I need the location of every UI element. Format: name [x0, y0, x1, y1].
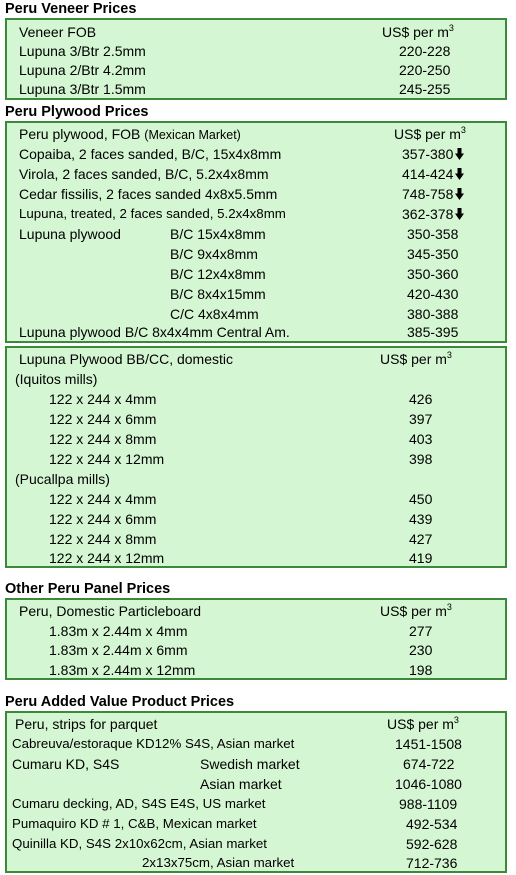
plywood-header-unit: US$ per $m^3$	[394, 125, 466, 142]
table-row	[7, 409, 505, 429]
row-value: 198	[409, 662, 433, 678]
row-value: 492-534	[406, 816, 458, 832]
row-value: 350-360	[407, 266, 459, 282]
row-sublabel: Asian market	[200, 776, 282, 792]
group-label-row	[7, 369, 505, 389]
veneer-price-table	[5, 18, 507, 100]
plywood-section-title: Peru Plywood Prices	[5, 104, 149, 120]
row-label: 122 x 244 x 8mm	[49, 531, 157, 547]
row-value: 748-758	[402, 184, 464, 204]
row-sublabel: Swedish market	[200, 756, 300, 772]
row-label: Copaiba, 2 faces sanded, B/C, 15x4x8mm	[19, 146, 282, 162]
table-row	[7, 509, 505, 529]
row-label: Lupuna plywood	[19, 226, 121, 242]
row-label: Lupuna 3/Btr 1.5mm	[19, 81, 146, 97]
table-row	[7, 164, 505, 184]
row-value: 403	[409, 431, 433, 447]
row-label: Cabreuva/estoraque KD12% S4S, Asian market	[12, 736, 295, 751]
row-grade: B/C 8x4x15mm	[170, 286, 266, 302]
row-value: 277	[409, 623, 433, 639]
plywood-header-label: Peru plywood, FOB (Mexican Market)	[19, 126, 241, 142]
plywood-price-table	[5, 121, 507, 343]
row-value: 426	[409, 391, 433, 407]
row-value: 220-228	[399, 43, 451, 59]
table-row	[7, 794, 505, 814]
table-row	[7, 144, 505, 164]
table-row	[7, 734, 505, 754]
panel-header-row	[7, 601, 505, 621]
row-label: Cumaru decking, AD, S4S E4S, US market	[12, 796, 266, 811]
veneer-header-row	[7, 22, 505, 42]
down-arrow-icon	[455, 148, 464, 160]
row-value: 420-430	[407, 286, 459, 302]
row-label: Quinilla KD, S4S 2x10x62cm, Asian market	[12, 836, 267, 851]
row-value: 345-350	[407, 246, 459, 262]
row-value: 1046-1080	[395, 776, 462, 792]
added-header-unit: US$ per $m^3$	[387, 715, 459, 732]
row-value: 385-395	[407, 324, 459, 340]
table-row	[7, 284, 505, 304]
down-arrow-icon	[455, 208, 464, 220]
table-row	[7, 621, 505, 641]
row-value: 230	[409, 642, 433, 658]
row-label: 122 x 244 x 6mm	[49, 411, 157, 427]
row-label: 1.83m x 2.44m x 4mm	[49, 623, 188, 639]
row-label: Lupuna, treated, 2 faces sanded, 5.2x4x8mm	[19, 206, 286, 221]
table-row	[7, 79, 505, 99]
row-label: Pumaquiro KD # 1, C&B, Mexican market	[12, 816, 257, 831]
panel-header-unit: US$ per $m^3$	[380, 602, 452, 619]
table-row	[7, 429, 505, 449]
row-label: 122 x 244 x 8mm	[49, 431, 157, 447]
down-arrow-icon	[455, 188, 464, 200]
table-row	[7, 264, 505, 284]
domestic-header-unit: US$ per $m^3$	[380, 350, 452, 367]
table-row	[7, 244, 505, 264]
row-value: 450	[409, 491, 433, 507]
row-value: 592-628	[406, 836, 458, 852]
row-value: 414-424	[402, 164, 464, 184]
row-value: 439	[409, 511, 433, 527]
row-value: 357-380	[402, 144, 464, 164]
row-value: 380-388	[407, 306, 459, 322]
row-value: 419	[409, 550, 433, 566]
row-label: 1.83m x 2.44m x 12mm	[49, 662, 196, 678]
table-row	[7, 184, 505, 204]
panel-section-title: Other Peru Panel Prices	[5, 581, 171, 597]
row-label: 122 x 244 x 6mm	[49, 511, 157, 527]
added-header-row	[7, 714, 505, 734]
row-value: 362-378	[402, 204, 464, 224]
down-arrow-icon	[455, 168, 464, 180]
table-row	[7, 322, 505, 342]
row-value: 712-736	[406, 855, 458, 871]
row-grade: B/C 12x4x8mm	[170, 266, 266, 282]
row-value: 427	[409, 531, 433, 547]
veneer-section-title: Peru Veneer Prices	[5, 1, 137, 17]
row-label: 122 x 244 x 4mm	[49, 491, 157, 507]
row-value: 674-722	[403, 756, 455, 772]
panel-header-label: Peru, Domestic Particleboard	[19, 603, 202, 619]
row-label: 1.83m x 2.44m x 6mm	[49, 642, 188, 658]
table-row	[7, 60, 505, 80]
row-value: 1451-1508	[395, 736, 462, 752]
added-header-label: Peru, strips for parquet	[15, 716, 158, 732]
row-grade: C/C 4x8x4mm	[170, 306, 259, 322]
table-row	[7, 660, 505, 680]
table-row	[7, 814, 505, 834]
domestic-header-label: Lupuna Plywood BB/CC, domestic	[19, 351, 233, 367]
added-value-price-table	[5, 711, 507, 873]
group-label-row	[7, 469, 505, 489]
table-row	[7, 834, 505, 854]
table-row	[7, 389, 505, 409]
row-label: 122 x 244 x 12mm	[49, 550, 165, 566]
row-value: 988-1109	[399, 796, 458, 812]
veneer-header-unit: US$ per $m^3$	[382, 23, 454, 40]
table-row	[7, 224, 505, 244]
table-row	[7, 754, 505, 774]
table-row	[7, 41, 505, 61]
domestic-plywood-table	[5, 346, 507, 568]
row-value: 350-358	[407, 226, 459, 242]
table-row	[7, 853, 505, 873]
table-row	[7, 529, 505, 549]
group-label: (Pucallpa mills)	[15, 471, 110, 487]
table-row	[7, 204, 505, 224]
row-label: Cumaru KD, S4S	[12, 756, 120, 772]
row-value: 398	[409, 451, 433, 467]
row-label: Cedar fissilis, 2 faces sanded 4x8x5.5mm	[19, 186, 278, 202]
table-row	[7, 489, 505, 509]
row-label: 122 x 244 x 4mm	[49, 391, 157, 407]
row-label: Virola, 2 faces sanded, B/C, 5.2x4x8mm	[19, 166, 269, 182]
added-value-section-title: Peru Added Value Product Prices	[5, 694, 235, 710]
group-label: (Iquitos mills)	[15, 371, 98, 387]
row-label: Lupuna 2/Btr 4.2mm	[19, 62, 146, 78]
row-value: 245-255	[399, 81, 451, 97]
row-value: 220-250	[399, 62, 451, 78]
row-label: 122 x 244 x 12mm	[49, 451, 165, 467]
table-row	[7, 304, 505, 324]
row-value: 397	[409, 411, 433, 427]
plywood-header-row	[7, 124, 505, 144]
row-grade: B/C 15x4x8mm	[170, 226, 266, 242]
row-label: Lupuna plywood B/C 8x4x4mm Central Am.	[19, 324, 290, 340]
row-sublabel: 2x13x75cm, Asian market	[142, 855, 295, 870]
table-row	[7, 548, 505, 568]
veneer-header-label: Veneer FOB	[19, 24, 97, 40]
table-row	[7, 449, 505, 469]
domestic-header-row	[7, 349, 505, 369]
table-row	[7, 640, 505, 660]
row-grade: B/C 9x4x8mm	[170, 246, 258, 262]
row-label: Lupuna 3/Btr 2.5mm	[19, 43, 146, 59]
table-row	[7, 774, 505, 794]
panel-price-table	[5, 598, 507, 680]
